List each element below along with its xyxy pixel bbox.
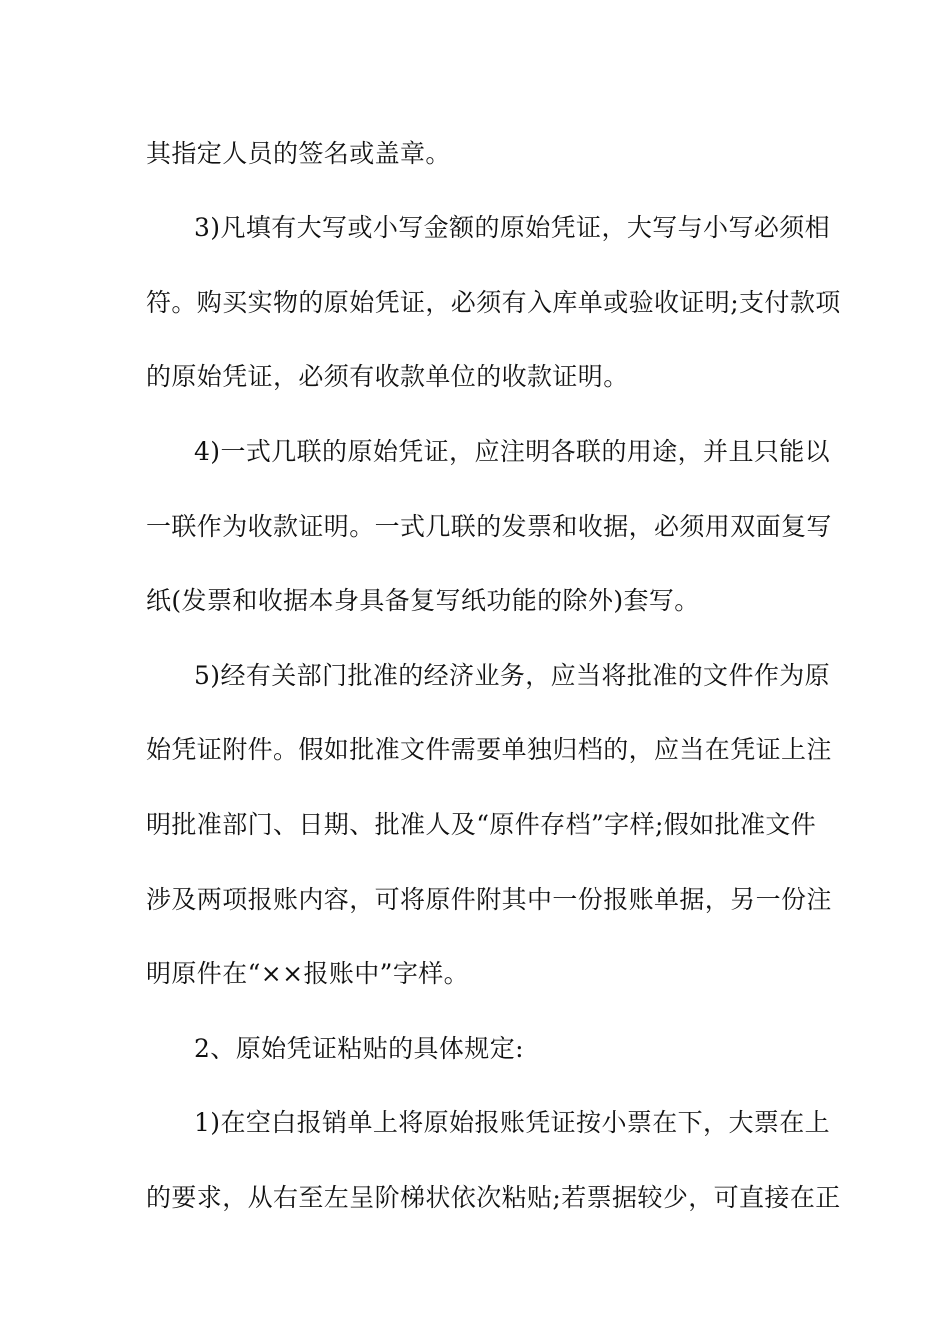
text-line-14: 1)在空白报销单上将原始报账凭证按小票在下，大票在上 [194, 1108, 831, 1137]
text-line-3: 符。购买实物的原始凭证，必须有入库单或验收证明;支付款项 [146, 288, 841, 317]
text-line-8: 5)经有关部门批准的经济业务，应当将批准的文件作为原 [194, 661, 831, 690]
text-line-15: 的要求，从右至左呈阶梯状依次粘贴;若票据较少，可直接在正 [146, 1183, 841, 1212]
text-line-11: 涉及两项报账内容，可将原件附其中一份报账单据，另一份注 [146, 885, 832, 914]
text-line-10: 明批准部门、日期、批准人及“原件存档”字样;假如批准文件 [146, 810, 817, 839]
text-line-5: 4)一式几联的原始凭证，应注明各联的用途，并且只能以 [194, 437, 831, 466]
text-line-7: 纸(发票和收据本身具备复写纸功能的除外)套写。 [146, 586, 700, 615]
section-heading: 2、原始凭证粘贴的具体规定: [194, 1034, 524, 1063]
text-line-4: 的原始凭证，必须有收款单位的收款证明。 [146, 362, 629, 391]
text-line-1: 其指定人员的签名或盖章。 [146, 139, 451, 168]
text-line-2: 3)凡填有大写或小写金额的原始凭证，大写与小写必须相 [194, 213, 831, 242]
text-line-12: 明原件在“××报账中”字样。 [146, 959, 470, 988]
text-line-6: 一联作为收款证明。一式几联的发票和收据，必须用双面复写 [146, 512, 832, 541]
text-line-9: 始凭证附件。假如批准文件需要单独归档的，应当在凭证上注 [146, 735, 832, 764]
